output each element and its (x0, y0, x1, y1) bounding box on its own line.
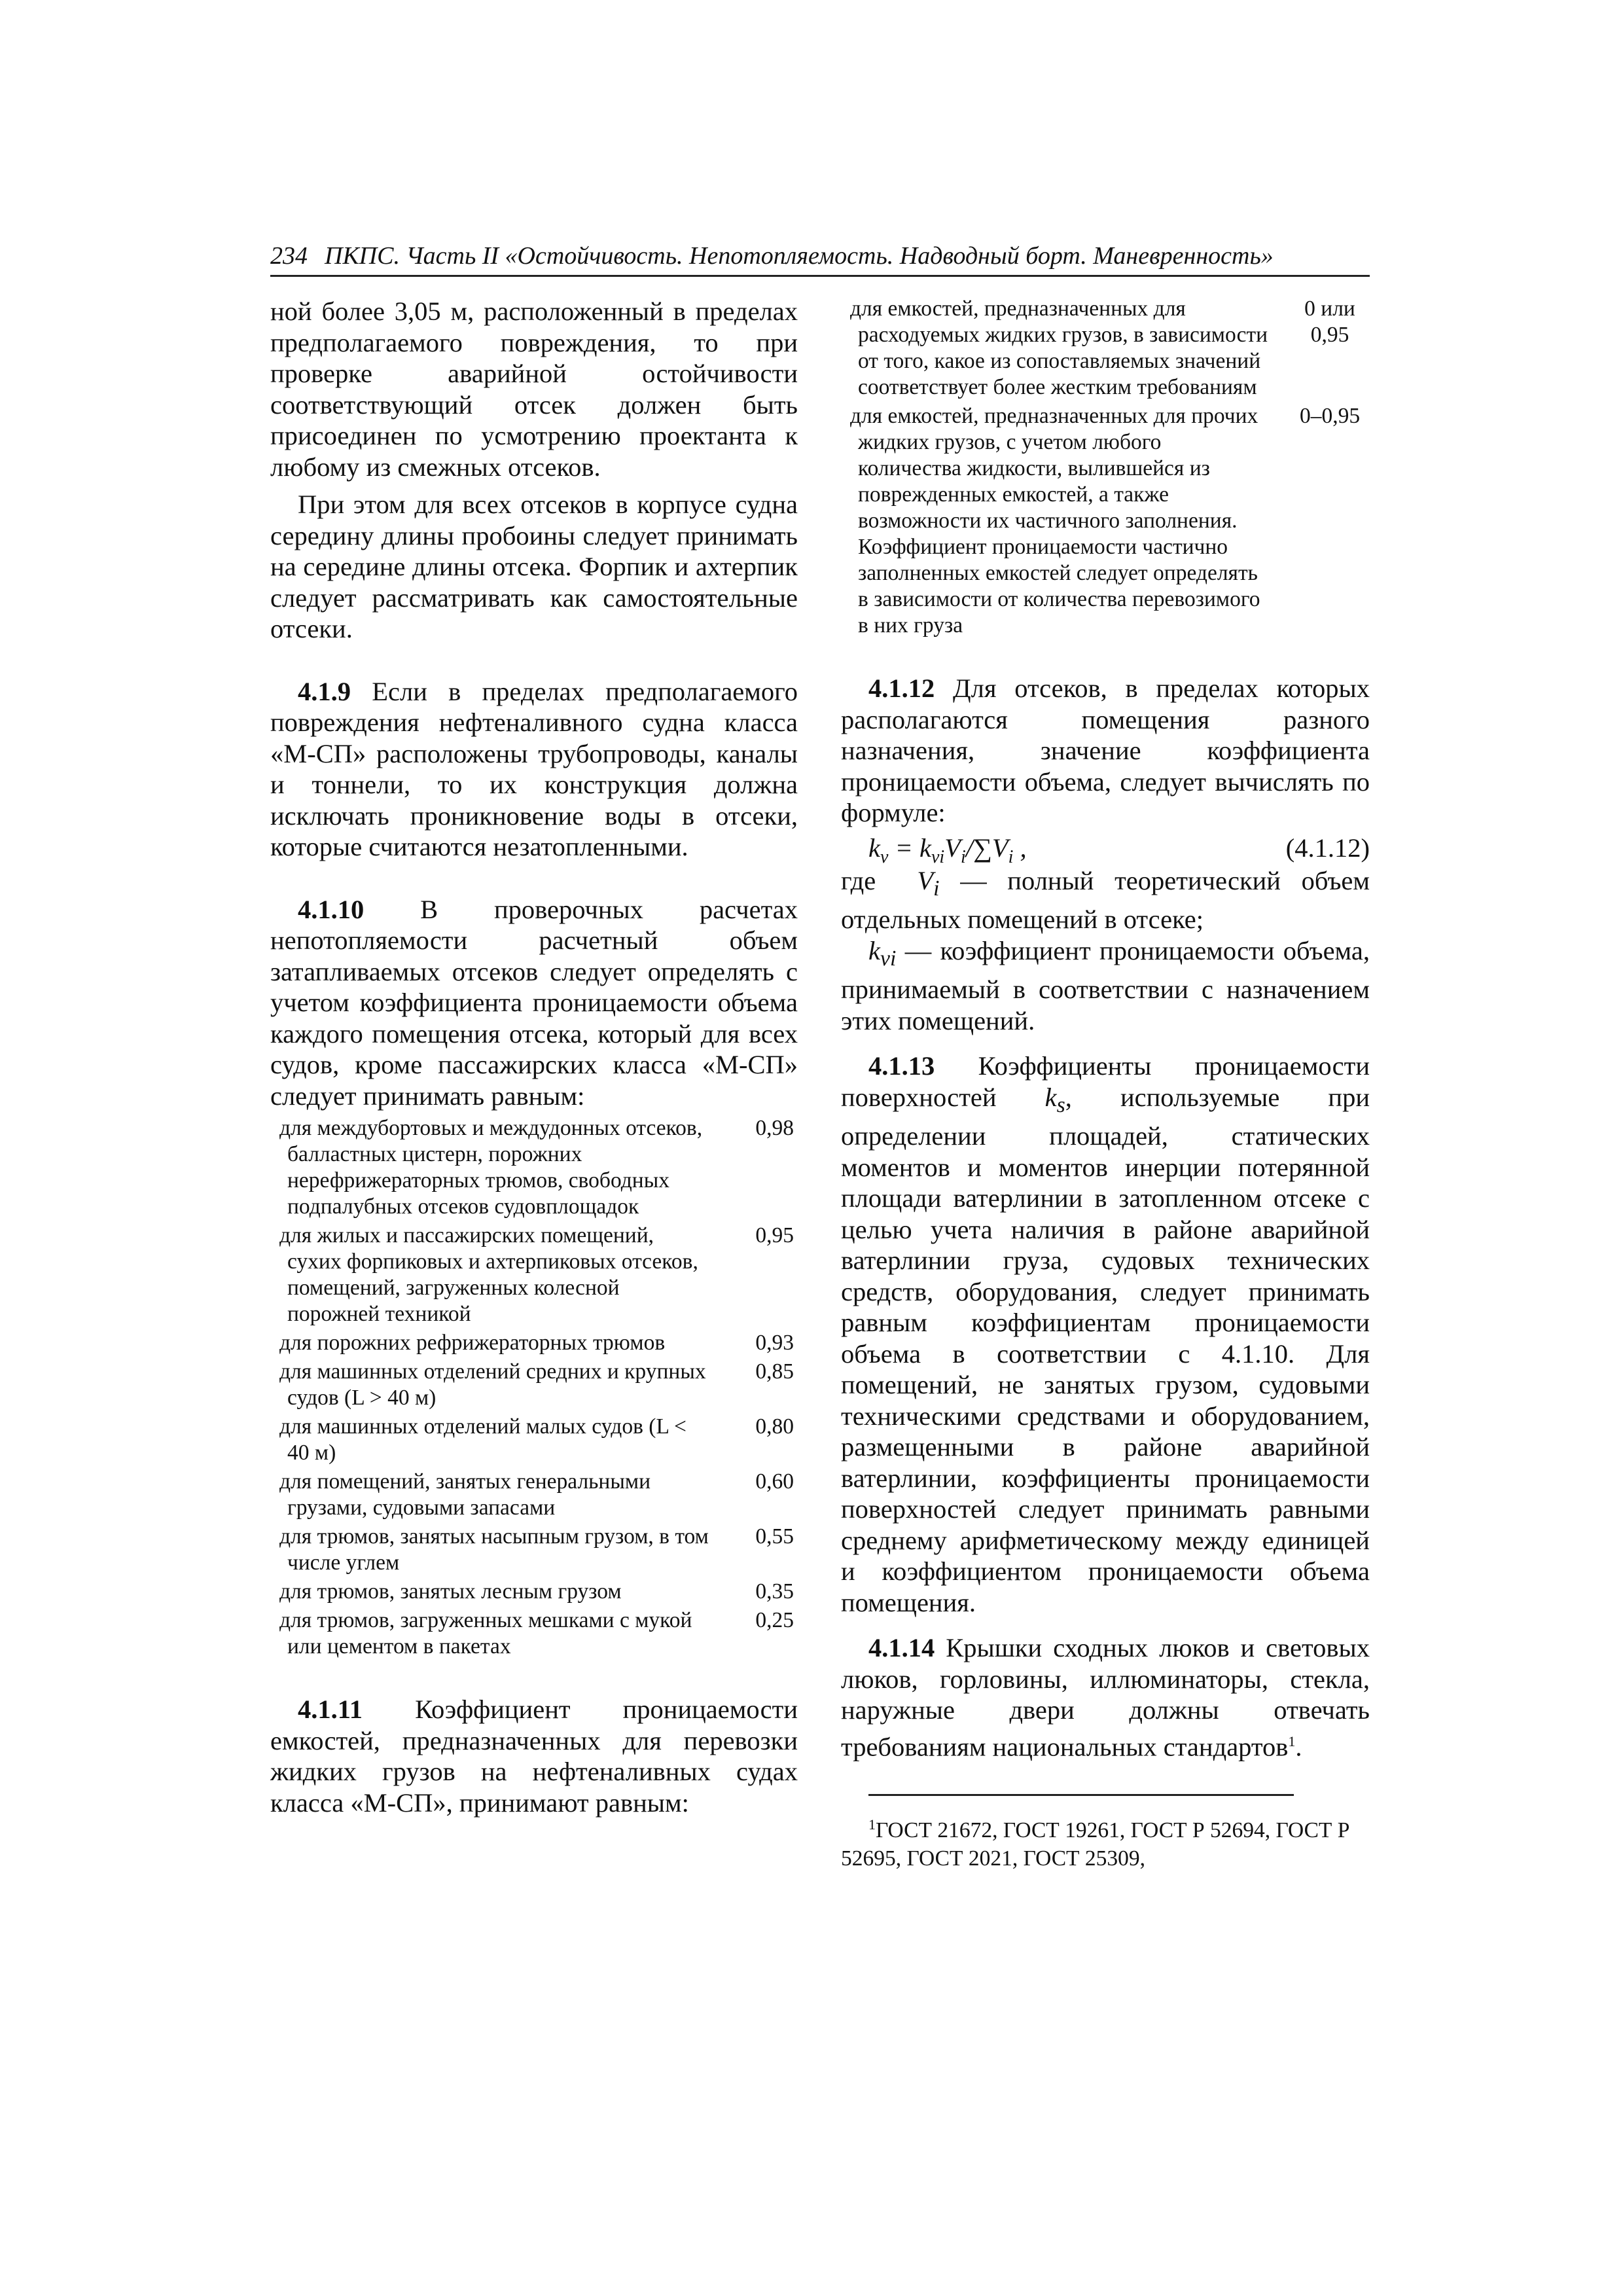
row-value: 0,80 (755, 1414, 794, 1439)
row-value: 0 или 0,95 (1304, 296, 1355, 347)
section-number: 4.1.10 (298, 894, 365, 924)
table-row (270, 1223, 798, 1330)
continued-paragraph: ной более 3,05 м, расположенный в пределах предполагаемого повреждения, то при проверке аварийной остойчивости соответствующий отсек должен быть присоединен по усмотрению проектанта к любому из смежных отсеков. (270, 296, 798, 482)
left-column (270, 296, 798, 1818)
section-4-1-12 (841, 673, 1370, 829)
section-4-1-11 (270, 1694, 798, 1818)
row-description: для междубортовых и междудонных отсеков, балластных цистерн, порожних нерефрижераторных трюмов, свободных подпалубных отсеков судовплощадок (279, 1116, 703, 1219)
section-4-1-14: 4.1.14 Крышки сходных люков и световых люков, горловины, иллюминаторы, стекла, наружные двери должны отвечать требованиям национальных стандартов$^1$. (841, 1633, 1370, 1762)
row-description: для трюмов, занятых насыпным грузом, в том числе углем (279, 1524, 709, 1575)
section-text: Для отсеков, в пределах которых располагаются помещения разного назначения, значение коэффициента проницаемости объема, следует вычислять по формуле: (841, 673, 1370, 827)
section-4-1-13: 4.1.13 Коэффициенты проницаемости поверхностей $k_s$, используемые при определении площадей, статических моментов и моментов инерции потерянной площади ватерлинии в затопленном отсеке с целью учета наличия в районе аварийной ватерлинии груза, судовых технических средств, оборудования, следует принимать равным коэффициентам проницаемости объема в соответствии с 4.1.10. Для помещений, не занятых грузом, судовыми техническими средствами и оборудованием, размещенными в районе аварийной ватерлинии, коэффициенты проницаемости поверхностей следует принимать равными среднему арифметическому между единицей и коэффициентом проницаемости объема помещения. (841, 1051, 1370, 1617)
section-text: В проверочных расчетах непотопляемости расчетный объем затапливаемых отсеков следует определять с учетом коэффициента проницаемости объема каждого помещения отсека, который для всех судов, кроме пассажирских класса «М-СП» следует принимать равным: (270, 894, 798, 1111)
table-row (270, 1115, 798, 1223)
table-row (841, 296, 1370, 403)
row-description: для помещений, занятых генеральными грузами, судовыми запасами (279, 1469, 651, 1520)
section-text: Крышки сходных люков и световых люков, горловины, иллюминаторы, стекла, наружные двери должны отвечать требованиям национальных стандартов (841, 1633, 1370, 1762)
paragraph: При этом для всех отсеков в корпусе судна середину длины пробоины следует принимать на середине длины отсека. Форпик и ахтерпик следует рассматривать как самостоятельные отсеки. (270, 490, 798, 643)
footnote-rule (868, 1794, 1294, 1796)
row-description: для порожних рефрижераторных трюмов (279, 1331, 666, 1355)
table-row (270, 1330, 798, 1359)
row-description: для машинных отделений малых судов (L < 40 м) (279, 1414, 687, 1465)
row-description: для трюмов, загруженных мешками с мукой или цементом в пакетах (279, 1608, 692, 1659)
formula-where-2: $k_{vi}$ — коэффициент проницаемости объема, принимаемый в соответствии с назначением этих помещений. (841, 935, 1370, 1035)
section-4-1-10 (270, 894, 798, 1112)
page-number: 234 (270, 242, 308, 270)
formula-number: (4.1.12) (1285, 833, 1370, 863)
table-row (270, 1359, 798, 1414)
table-row (270, 1607, 798, 1662)
formula-expression: $k_v = k_{vi}V_i/\sum V_i$ , (868, 833, 1027, 867)
footnote: $^1$ГОСТ 21672, ГОСТ 19261, ГОСТ Р 52694, ГОСТ Р 52695, ГОСТ 2021, ГОСТ 25309, (841, 1816, 1350, 1871)
row-value: 0,93 (755, 1331, 794, 1355)
row-description: для емкостей, предназначенных для прочих жидких грузов, с учетом любого количества жидкости, вылившейся из поврежденных емкостей, а также возможности их частичного заполнения. Коэффициент проницаемости частично заполненных емкостей следует определять в зависимости от количества перевозимого в них груза (850, 404, 1260, 637)
right-column (841, 296, 1370, 1873)
row-description: для жилых и пассажирских помещений, сухих форпиковых и ахтерпиковых отсеков, помещений, загруженных колесной порожней техникой (279, 1223, 698, 1326)
formula-where-1: где $V_i$ — полный теоретический объем отдельных помещений в отсеке; (841, 865, 1370, 935)
section-4-1-9 (270, 676, 798, 863)
row-value: 0–0,95 (1299, 404, 1361, 428)
footnote-text: ГОСТ 21672, ГОСТ 19261, ГОСТ Р 52694, ГОСТ Р 52695, ГОСТ 2021, ГОСТ 25309, (841, 1818, 1350, 1871)
table-row (270, 1579, 798, 1607)
row-value: 0,25 (755, 1608, 794, 1632)
section-number: 4.1.12 (868, 673, 935, 703)
row-value: 0,95 (755, 1223, 794, 1247)
section-number: 4.1.14 (868, 1633, 935, 1663)
section-number: 4.1.11 (298, 1695, 363, 1724)
section-number: 4.1.13 (868, 1051, 935, 1081)
section-text: Коэффициент проницаемости емкостей, предназначенных для перевозки жидких грузов на нефтеналивных судах класса «М-СП», принимают равным: (270, 1695, 798, 1818)
footnote-ref[interactable]: 1 (1288, 1732, 1296, 1749)
row-description: для машинных отделений средних и крупных судов (L > 40 м) (279, 1359, 706, 1410)
row-description: для трюмов, занятых лесным грузом (279, 1579, 622, 1604)
tank-permeability-table (841, 296, 1370, 641)
row-value: 0,85 (755, 1359, 794, 1384)
running-title: ПКПС. Часть II «Остойчивость. Непотопляемость. Надводный борт. Маневренность» (325, 242, 1274, 270)
table-row (270, 1524, 798, 1579)
section-text: Если в пределах предполагаемого повреждения нефтеналивного судна класса «М-СП» расположены трубопроводы, каналы и тоннели, то их конструкция должна исключать проникновение воды в отсеки, которые считаются незатопленными. (270, 676, 798, 861)
table-row (270, 1414, 798, 1469)
row-value: 0,35 (755, 1579, 794, 1604)
row-value: 0,55 (755, 1524, 794, 1549)
table-row (270, 1469, 798, 1524)
row-description: для емкостей, предназначенных для расходуемых жидких грузов, в зависимости от того, какое из сопоставляемых значений соответствует более жестким требованиям (850, 296, 1268, 399)
table-row (841, 403, 1370, 641)
row-value: 0,60 (755, 1469, 794, 1494)
row-value: 0,98 (755, 1116, 794, 1140)
permeability-table (270, 1115, 798, 1662)
section-number: 4.1.9 (298, 676, 351, 706)
running-header (270, 241, 1370, 277)
formula (841, 831, 1370, 865)
